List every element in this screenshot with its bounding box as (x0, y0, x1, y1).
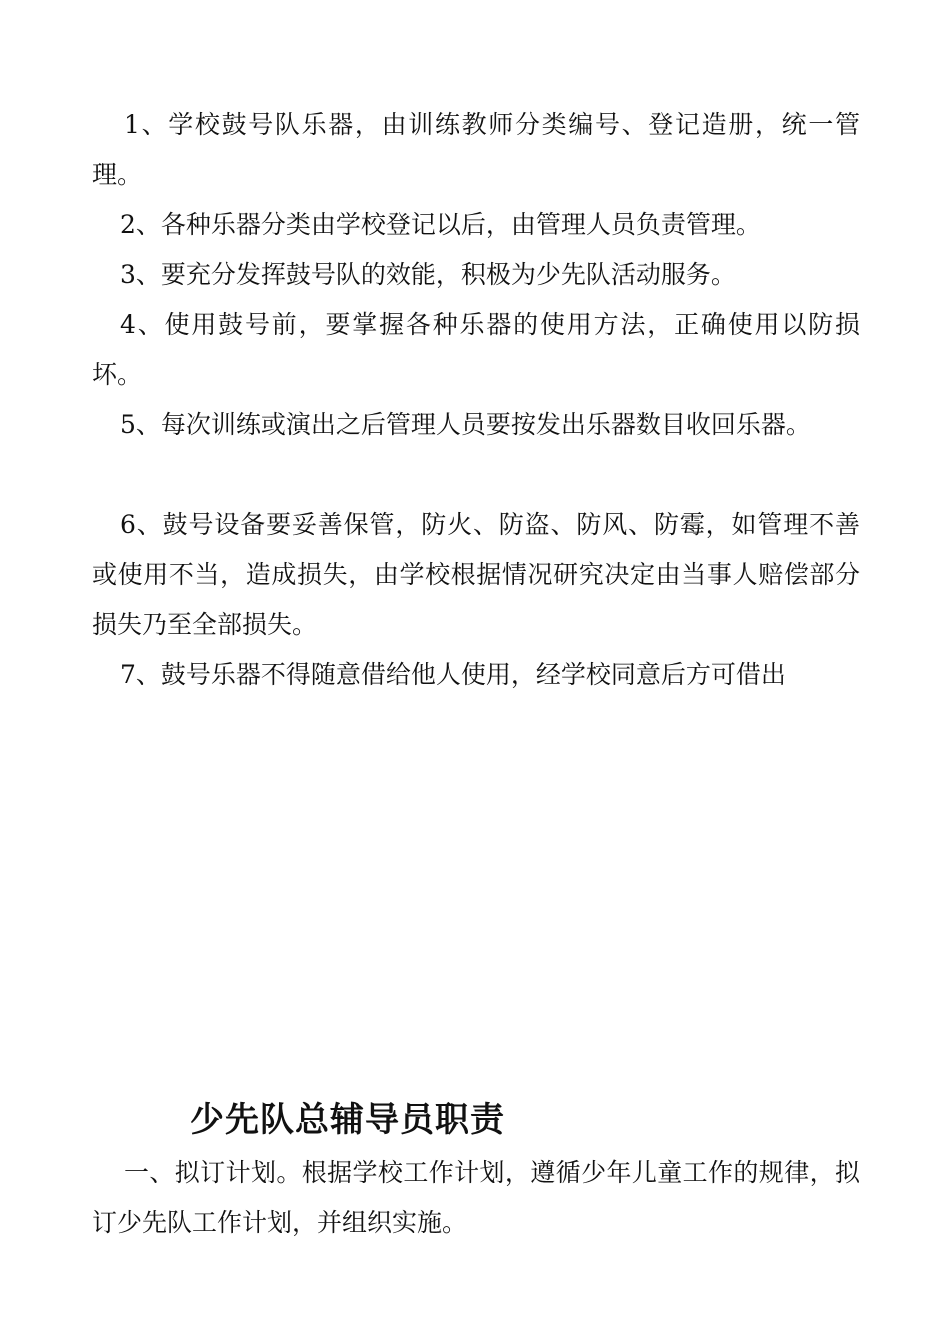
rule-4: 4、使用鼓号前，要掌握各种乐器的使用方法，正确使用以防损坏。 (92, 310, 860, 389)
rule-6: 6、鼓号设备要妥善保管，防火、防盗、防风、防霉，如管理不善或使用不当，造成损失，由学校根据情况研究决定由当事人赔偿部分损失乃至全部损失。 (92, 510, 860, 639)
duty-1: 一、拟订计划。根据学校工作计划，遵循少年儿童工作的规律，拟订少先队工作计划，并组织实施。 (92, 1158, 860, 1237)
rule-5: 5、每次训练或演出之后管理人员要按发出乐器数目收回乐器。 (120, 410, 811, 439)
rule-7: 7、鼓号乐器不得随意借给他人使用，经学校同意后方可借出 (120, 660, 786, 689)
rule-2: 2、各种乐器分类由学校登记以后，由管理人员负责管理。 (120, 210, 761, 239)
section-title: 少先队总辅导员职责 (190, 1100, 505, 1140)
rule-1: 1、学校鼓号队乐器，由训练教师分类编号、登记造册，统一管理。 (92, 110, 860, 189)
rule-3: 3、要充分发挥鼓号队的效能，积极为少先队活动服务。 (120, 260, 736, 289)
